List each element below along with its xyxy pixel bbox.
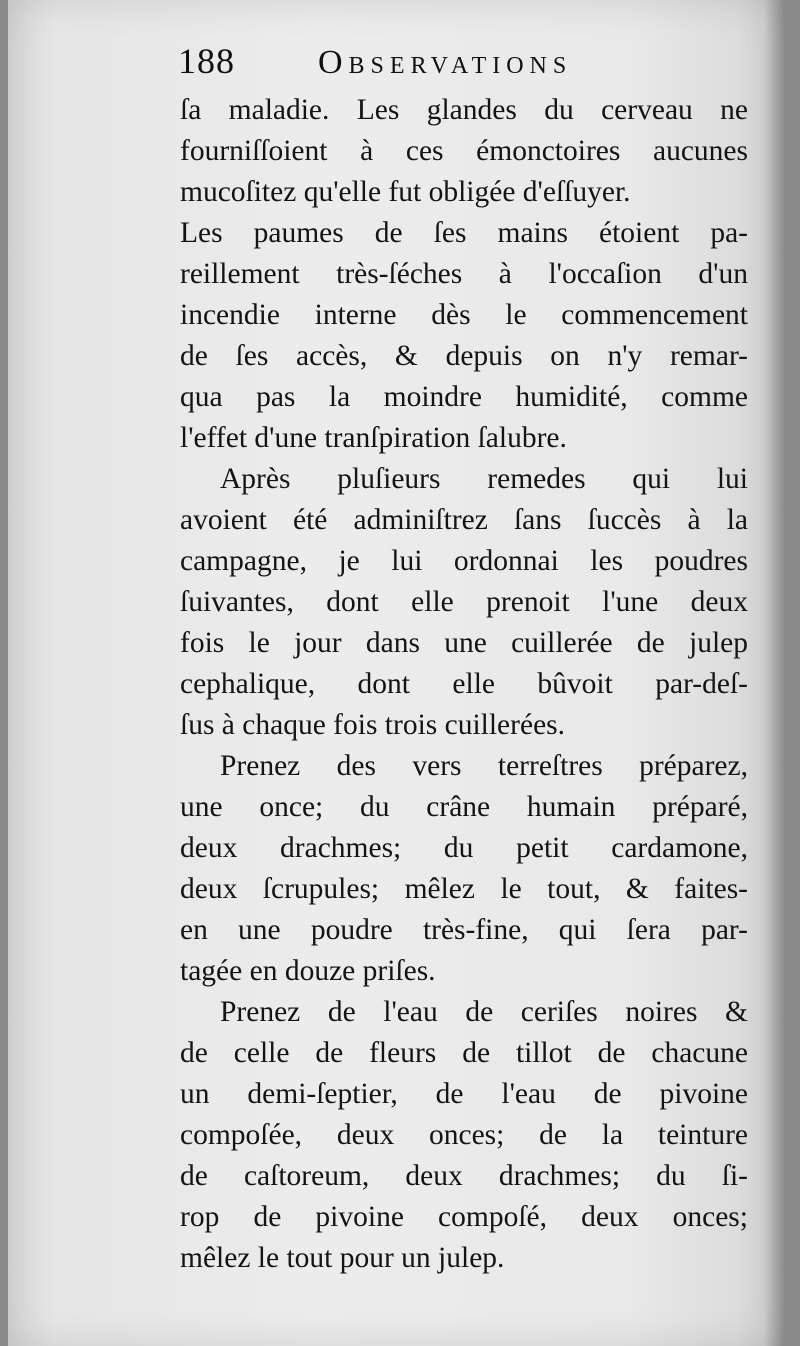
text-line: ſus à chaque fois trois cuillerées. [180, 709, 566, 741]
text-line: en une poudre très-fine, qui ſera par- [180, 914, 748, 946]
text-line: Après pluſieurs remedes qui lui [220, 463, 748, 495]
page-gutter-shadow [764, 0, 784, 1346]
text-line: avoient été adminiſtrez ſans ſuccès à la [180, 504, 748, 536]
text-line: rop de pivoine compoſé, deux onces; [180, 1201, 748, 1233]
text-line: Prenez de l'eau de ceriſes noires & [220, 996, 748, 1028]
text-line: de caſtoreum, deux drachmes; du ſi- [180, 1160, 748, 1192]
text-line: qua pas la moindre humidité, comme [180, 381, 748, 413]
text-line: ſuivantes, dont elle prenoit l'une deux [180, 586, 748, 618]
text-line: de celle de fleurs de tillot de chacune [180, 1037, 748, 1069]
text-line: campagne, je lui ordonnai les poudres [180, 545, 748, 577]
text-line: un demi-ſeptier, de l'eau de pivoine [180, 1078, 748, 1110]
text-line: deux ſcrupules; mêlez le tout, & faites- [180, 873, 748, 905]
text-line: tagée en douze priſes. [180, 955, 436, 987]
page-number: 188 [178, 41, 235, 81]
text-line: l'effet d'une tranſpiration ſalubre. [180, 422, 567, 454]
text-line: une once; du crâne humain préparé, [180, 791, 748, 823]
page-header [178, 40, 678, 90]
text-line: mucoſitez qu'elle fut obligée d'eſſuyer. [180, 176, 631, 208]
book-page [8, 0, 784, 1346]
text-line: incendie interne dès le commencement [180, 299, 748, 331]
text-line: compoſée, deux onces; de la teinture [180, 1119, 748, 1151]
text-line: Les paumes de ſes mains étoient pa- [180, 217, 748, 249]
text-line: ſa maladie. Les glandes du cerveau ne [180, 94, 748, 126]
text-line: cephalique, dont elle bûvoit par-deſ- [180, 668, 748, 700]
running-head: Observations [318, 44, 573, 81]
text-line: deux drachmes; du petit cardamone, [180, 832, 748, 864]
text-line: Prenez des vers terreſtres préparez, [220, 750, 748, 782]
body-text [180, 90, 748, 1279]
text-line: fourniſſoient à ces émonctoires aucunes [180, 135, 748, 167]
text-line: fois le jour dans une cuillerée de julep [180, 627, 748, 659]
text-line: mêlez le tout pour un julep. [180, 1242, 505, 1274]
text-line: de ſes accès, & depuis on n'y remar- [180, 340, 748, 372]
text-line: reillement très-ſéches à l'occaſion d'un [180, 258, 748, 290]
